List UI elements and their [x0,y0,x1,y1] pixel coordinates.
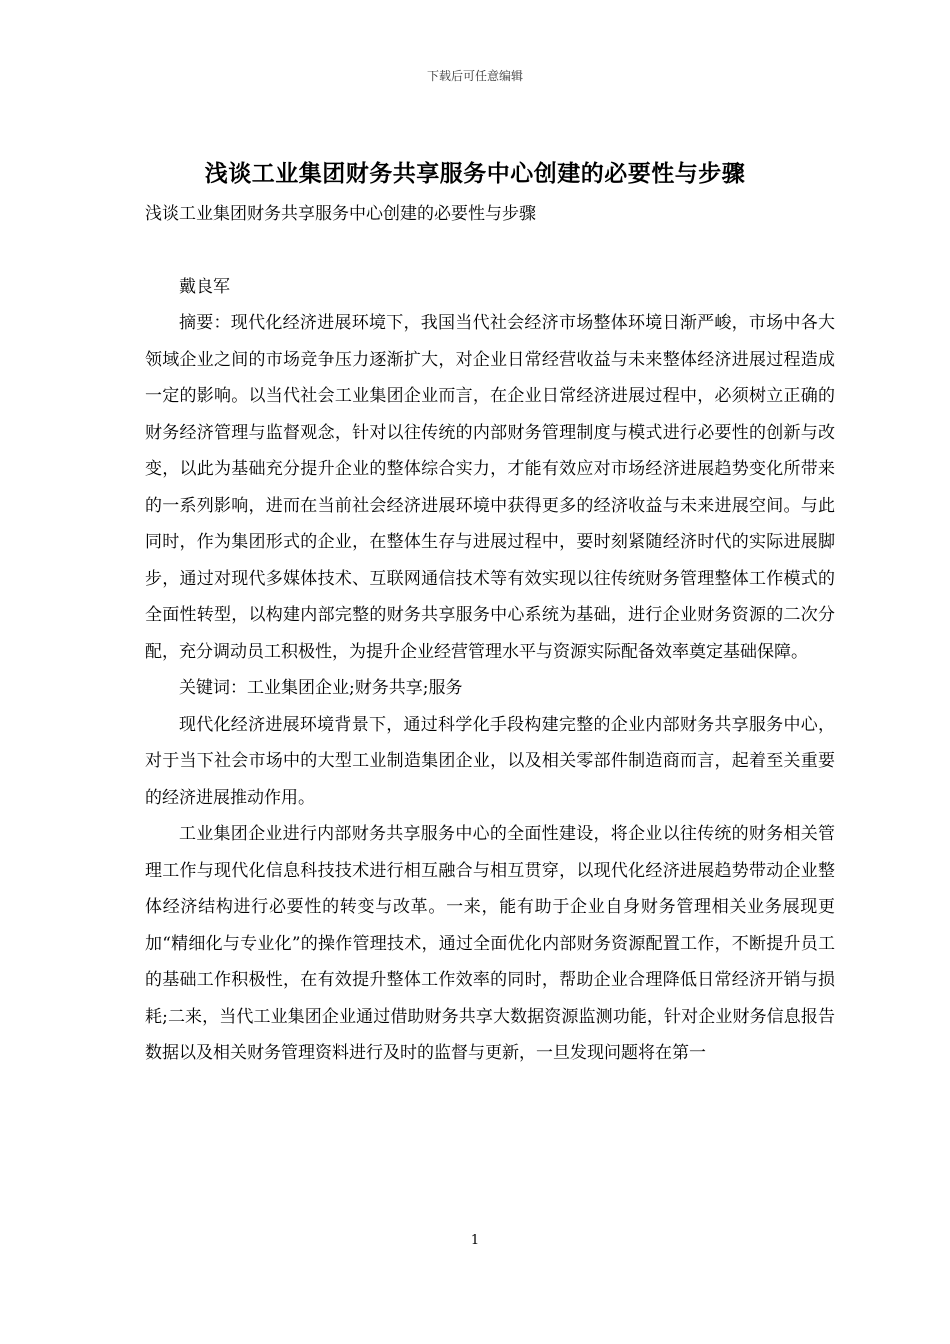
abstract-paragraph: 摘要：现代化经济进展环境下，我国当代社会经济市场整体环境日渐严峻，市场中各大领域企业之间的市场竞争压力逐渐扩大，对企业日常经营收益与未来整体经济进展过程造成一定的影响。以当代社会工业集团企业而言，在企业日常经济进展过程中，必须树立正确的财务经济管理与监督观念，针对以往传统的内部财务管理制度与模式进行必要性的创新与改变，以此为基础充分提升企业的整体综合实力，才能有效应对市场经济进展趋势变化所带来的一系列影响，进而在当前社会经济进展环境中获得更多的经济收益与未来进展空间。与此同时，作为集团形式的企业，在整体生存与进展过程中，要时刻紧随经济时代的实际进展脚步，通过对现代多媒体技术、互联网通信技术等有效实现以往传统财务管理整体工作模式的全面性转型，以构建内部完整的财务共享服务中心系统为基础，进行企业财务资源的二次分配，充分调动员工积极性，为提升企业经营管理水平与资源实际配备效率奠定基础保障。 [145,313,835,662]
page-number: 1 [470,1233,480,1248]
document-body [145,196,835,1072]
body-paragraph-2: 工业集团企业进行内部财务共享服务中心的全面性建设，将企业以往传统的财务相关管理工作与现代化信息科技技术进行相互融合与相互贯穿，以现代化经济进展趋势带动企业整体经济结构进行必要性的转变与改革。一来，能有助于企业自身财务管理相关业务展现更加“精细化与专业化”的操作管理技术，通过全面优化内部财务资源配置工作，不断提升员工的基础工作积极性，在有效提升整体工作效率的同时，帮助企业合理降低日常经济开销与损耗;二来，当代工业集团企业通过借助财务共享大数据资源监测功能，针对企业财务信息报告数据以及相关财务管理资料进行及时的监督与更新，一旦发现问题将在第一 [145,824,835,1063]
author-name: 戴良军 [179,276,230,297]
keywords-paragraph: 关键词：工业集团企业;财务共享;服务 [179,678,463,698]
body-paragraph-1: 现代化经济进展环境背景下，通过科学化手段构建完整的企业内部财务共享服务中心，对于当下社会市场中的大型工业制造集团企业，以及相关零部件制造商而言，起着至关重要的经济进展推动作用。 [145,714,835,808]
page-header-note: 下载后可任意编辑 [426,69,523,83]
document-subtitle: 浅谈工业集团财务共享服务中心创建的必要性与步骤 [145,204,536,224]
blank-line [145,233,835,269]
document-title: 浅谈工业集团财务共享服务中心创建的必要性与步骤 [204,160,746,187]
